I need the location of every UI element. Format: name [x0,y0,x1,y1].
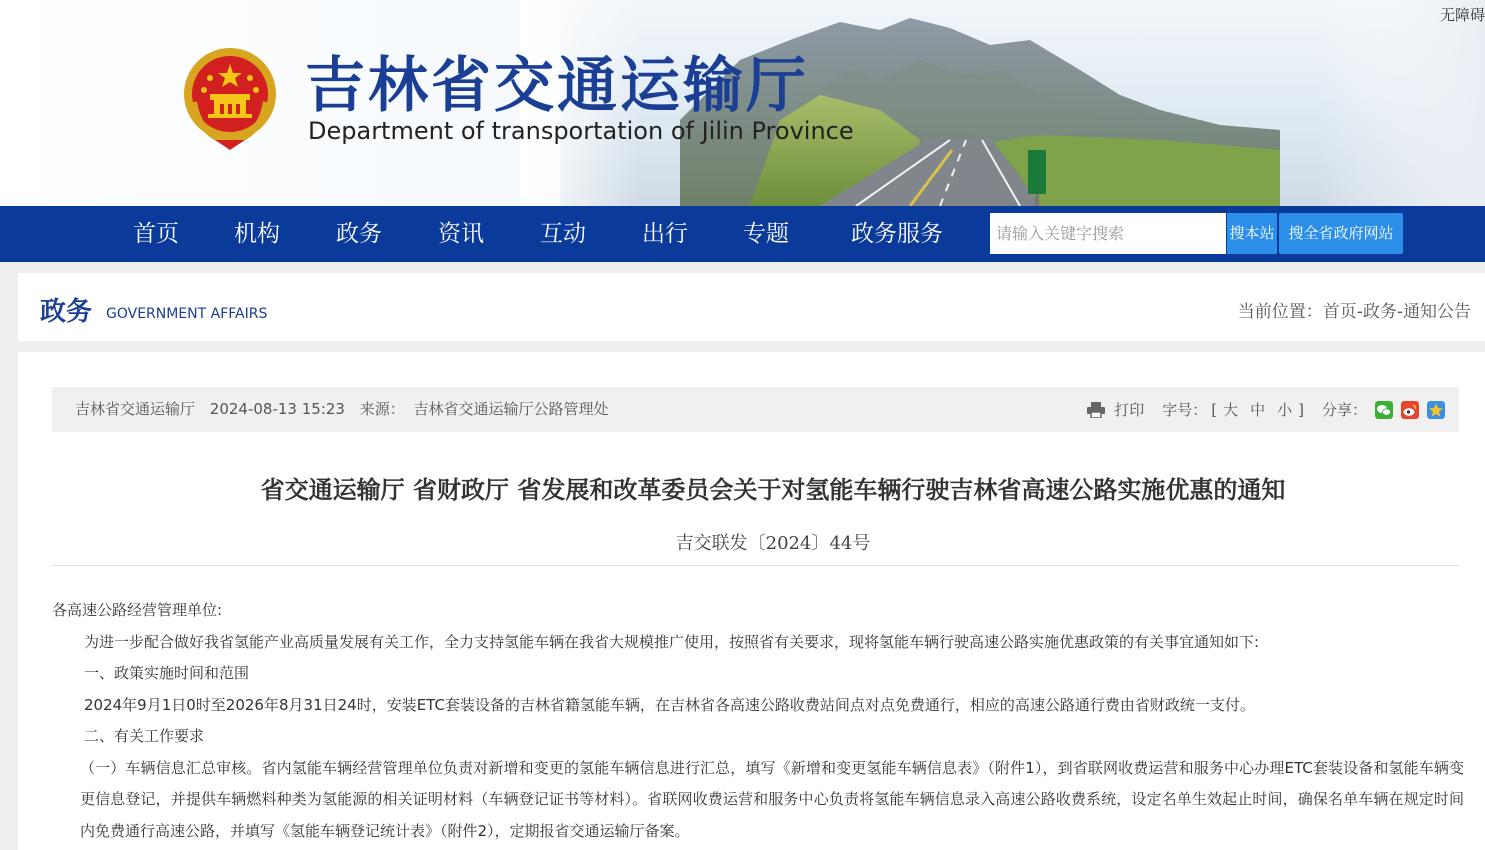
site-title-cn: 吉林省交通运输厅 [305,51,809,121]
article-body [52,595,1464,847]
article-meta-info [75,387,619,432]
nav-item-government-affairs[interactable]: 政务 [336,221,382,247]
qzone-icon[interactable] [1427,401,1445,419]
article-meta-bar [52,387,1459,432]
section-title-en: GOVERNMENT AFFAIRS [106,306,268,322]
share-label: 分享： [1321,401,1367,419]
search-site-button[interactable]: 搜本站 [1227,213,1277,254]
font-size-open-bracket: [ [1211,400,1218,419]
nav-item-organization[interactable]: 机构 [234,221,280,247]
section-header [18,273,1485,341]
print-icon[interactable] [1087,402,1105,418]
font-size-label: 字号： [1162,401,1208,419]
nav-item-gov-services[interactable]: 政务服务 [851,221,943,247]
national-emblem-logo [180,42,280,152]
breadcrumb [1238,297,1471,322]
search-input[interactable] [990,213,1226,254]
breadcrumb-label: 当前位置： [1237,302,1323,322]
document-number: 吉交联发〔2024〕44号 [675,533,871,554]
nav-item-home[interactable]: 首页 [133,221,179,247]
site-title-en: Department of transportation of Jilin Province [308,117,854,145]
article-title: 省交通运输厅 省财政厅 省发展和改革委员会关于对氢能车辆行驶吉林省高速公路实施优惠的通知 [260,476,1286,504]
section-title-cn: 政务 [40,297,93,327]
publisher: 吉林省交通运输厅 [75,400,196,418]
policy-paragraph: 2024年9月1日0时至2026年8月31日24时，安装ETC套装设备的吉林省籍氢能车辆，在吉林省各高速公路收费站间点对点免费通行，相应的高速公路通行费由省财政统一支付。 [84,695,1255,714]
section-heading-1: 一、政策实施时间和范围 [84,664,250,682]
publish-datetime: 2024-08-13 15:23 [209,400,345,418]
search-province-button[interactable]: 搜全省政府网站 [1279,213,1403,254]
article-container [18,352,1485,850]
accessibility-link[interactable]: 无障碍 [1439,6,1485,24]
nav-item-interaction[interactable]: 互动 [540,221,586,247]
salutation-paragraph: 各高速公路经营管理单位: [52,601,223,619]
font-size-medium[interactable]: 中 [1250,401,1266,419]
intro-paragraph: 为进一步配合做好我省氢能产业高质量发展有关工作，全力支持氢能车辆在我省大规模推广使用，按照省有关要求，现将氢能车辆行驶高速公路实施优惠政策的有关事宜通知如下: [84,632,1260,651]
site-banner [0,0,1485,206]
print-button[interactable]: 打印 [1114,401,1145,419]
font-size-large[interactable]: 大 [1223,401,1239,419]
nav-item-topics[interactable]: 专题 [743,221,789,247]
section-heading-2: 二、有关工作要求 [84,727,205,745]
source-value: 吉林省交通运输厅公路管理处 [413,400,609,418]
weibo-icon[interactable] [1401,401,1419,419]
wechat-icon[interactable] [1375,401,1393,419]
font-size-small[interactable]: 小 [1277,401,1293,419]
title-divider [52,565,1459,566]
nav-item-news[interactable]: 资讯 [438,221,484,247]
source-label: 来源： [359,400,405,418]
article-tools [1087,387,1445,432]
nav-item-travel[interactable]: 出行 [642,221,688,247]
font-size-close-bracket: ] [1298,400,1304,419]
requirement-paragraph-1: （一）车辆信息汇总审核。省内氢能车辆经营管理单位负责对新增和变更的氢能车辆信息进行汇总，填写《新增和变更氢能车辆信息表》（附件1），到省联网收费运营和服务中心办理ETC套装设备和氢能车辆变更信息登记，并提供车辆燃料种类为氢能源的相关证明材料（车辆登记证书等材料）。省联网收费运营和服务中心负责将氢能车辆信息录入高速公路收费系统，设定名单生效起止时间，确保名单车辆在规定时间内免费通行高速公路，并填写《氢能车辆登记统计表》（附件2），定期报省交通运输厅备案。 [80,758,1464,840]
breadcrumb-path[interactable]: 首页-政务-通知公告 [1322,302,1471,322]
